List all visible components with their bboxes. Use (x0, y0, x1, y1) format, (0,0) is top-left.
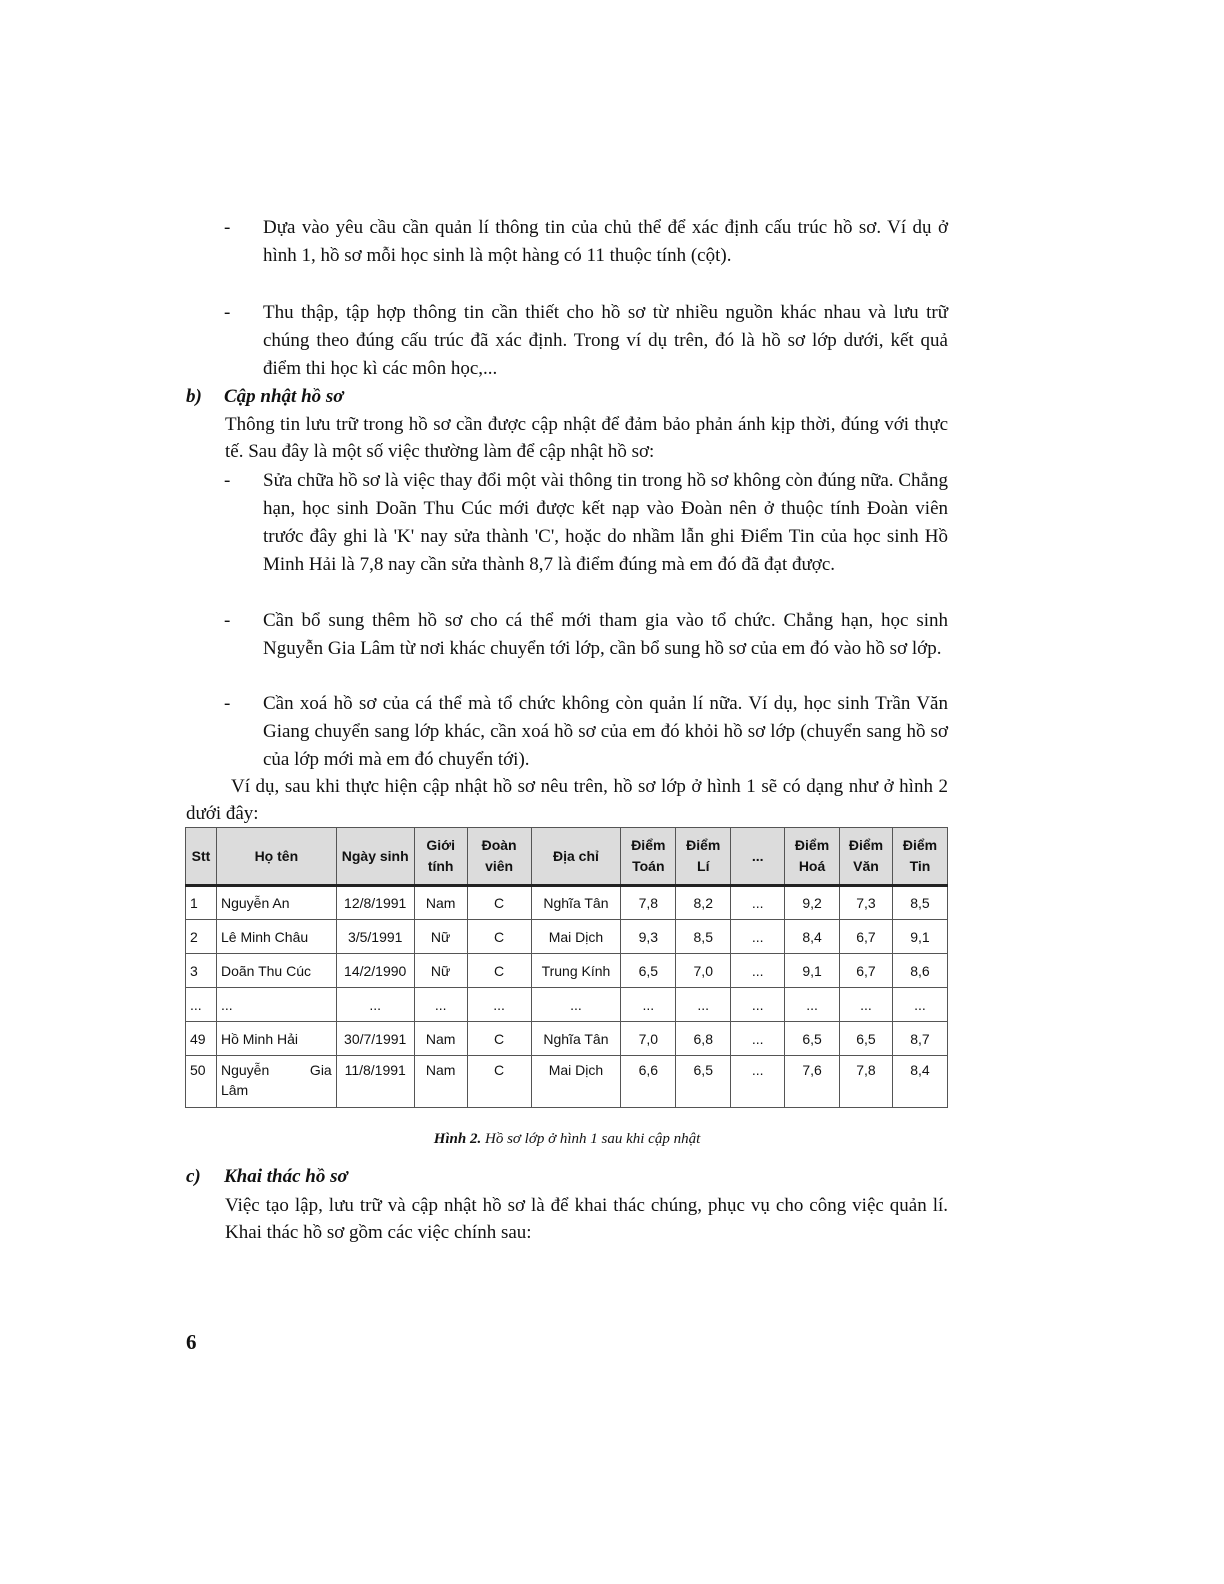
bullet-collect-info (224, 299, 948, 383)
bullet-add-record (224, 607, 948, 663)
cell-name: Hồ Minh Hải (216, 1022, 336, 1056)
bullet-dash: - (224, 217, 231, 238)
cell-informatics: 8,6 (892, 954, 947, 988)
cell-birthdate: 30/7/1991 (336, 1022, 414, 1056)
cell-ellipsis: ... (731, 886, 785, 920)
cell-address: Trung Kính (531, 954, 621, 988)
header-name: Họ tên (216, 828, 336, 886)
header-literature: Điểm Văn (840, 828, 893, 886)
cell-union: C (467, 920, 531, 954)
section-c-heading (186, 1163, 348, 1191)
cell-union: C (467, 954, 531, 988)
cell-informatics: 8,5 (892, 886, 947, 920)
cell-physics: 6,8 (676, 1022, 731, 1056)
bullet-dash: - (224, 302, 231, 323)
cell-gender: Nam (414, 1022, 467, 1056)
cell-stt: ... (186, 988, 217, 1022)
cell-literature: 7,8 (840, 1056, 893, 1108)
table-row (186, 920, 948, 954)
header-address: Địa chỉ (531, 828, 621, 886)
cell-chemistry: 6,5 (785, 1022, 840, 1056)
section-c-title: Khai thác hồ sơ (224, 1166, 348, 1187)
cell-informatics: ... (892, 988, 947, 1022)
cell-math: 7,8 (621, 886, 676, 920)
cell-gender: Nam (414, 1056, 467, 1108)
cell-stt: 2 (186, 920, 217, 954)
cell-birthdate: 3/5/1991 (336, 920, 414, 954)
header-ellipsis: ... (731, 828, 785, 886)
cell-chemistry: 8,4 (785, 920, 840, 954)
section-c-intro: Việc tạo lập, lưu trữ và cập nhật hồ sơ là để khai thác chúng, phục vụ cho công việc quản lí. Khai thác hồ sơ gồm các việc chính sau: (225, 1195, 948, 1243)
cell-union: ... (467, 988, 531, 1022)
class-records-table (185, 827, 948, 1108)
cell-informatics: 8,7 (892, 1022, 947, 1056)
bullet-text: Cần xoá hồ sơ của cá thể mà tổ chức không còn quản lí nữa. Ví dụ, học sinh Trần Văn Giang chuyển sang lớp khác, cần xoá hồ sơ của em đó khỏi hồ sơ lớp (chuyển sang hồ sơ của lớp mới mà em đó chuyển tới). (263, 693, 948, 770)
caption-text: Hồ sơ lớp ở hình 1 sau khi cập nhật (485, 1131, 701, 1147)
table-row (186, 1022, 948, 1056)
cell-physics: ... (676, 988, 731, 1022)
cell-ellipsis: ... (731, 1056, 785, 1108)
cell-union: C (467, 886, 531, 920)
header-union-member: Đoàn viên (467, 828, 531, 886)
cell-birthdate: ... (336, 988, 414, 1022)
header-informatics: Điểm Tin (892, 828, 947, 886)
cell-address: Mai Dịch (531, 920, 621, 954)
cell-address: Nghĩa Tân (531, 886, 621, 920)
cell-stt: 3 (186, 954, 217, 988)
cell-gender: Nữ (414, 954, 467, 988)
bullet-delete-record (224, 690, 948, 774)
cell-physics: 6,5 (676, 1056, 731, 1108)
cell-chemistry: 9,1 (785, 954, 840, 988)
bullet-dash: - (224, 470, 231, 491)
bullet-text: Cần bổ sung thêm hồ sơ cho cá thể mới tham gia vào tổ chức. Chẳng hạn, học sinh Nguyễn Gia Lâm từ nơi khác chuyển tới lớp, cần bổ sung hồ sơ của em đó vào hồ sơ lớp. (263, 610, 948, 659)
cell-informatics: 9,1 (892, 920, 947, 954)
cell-physics: 8,5 (676, 920, 731, 954)
cell-name: Doãn Thu Cúc (216, 954, 336, 988)
table-row-ellipsis (186, 988, 948, 1022)
cell-literature: 6,7 (840, 954, 893, 988)
cell-ellipsis: ... (731, 920, 785, 954)
cell-gender: Nữ (414, 920, 467, 954)
cell-chemistry: ... (785, 988, 840, 1022)
cell-address: ... (531, 988, 621, 1022)
header-gender: Giới tính (414, 828, 467, 886)
cell-physics: 8,2 (676, 886, 731, 920)
section-b-letter: b) (186, 386, 202, 407)
header-chemistry: Điểm Hoá (785, 828, 840, 886)
cell-name: Nguyễn An (216, 886, 336, 920)
bullet-text: Sửa chữa hồ sơ là việc thay đổi một vài thông tin trong hồ sơ không còn đúng nữa. Chẳng hạn, học sinh Doãn Thu Cúc mới được kết nạp vào Đoàn nên ở thuộc tính Đoàn viên trước đây ghi là 'K' nay sửa thành 'C', hoặc do nhầm lẫn ghi Điểm Tin của học sinh Hồ Minh Hải là 7,8 nay cần sửa thành 8,7 là điểm đúng mà em đó đã đạt được. (263, 470, 948, 575)
cell-address: Nghĩa Tân (531, 1022, 621, 1056)
cell-name: Lê Minh Châu (216, 920, 336, 954)
section-b-title: Cập nhật hồ sơ (224, 386, 344, 407)
cell-name-line2: Lâm (220, 1082, 249, 1098)
section-b-heading (186, 383, 344, 411)
cell-math: 9,3 (621, 920, 676, 954)
table-header-row (186, 828, 948, 886)
example-paragraph: Ví dụ, sau khi thực hiện cập nhật hồ sơ nêu trên, hồ sơ lớp ở hình 1 sẽ có dạng như ở hình 2 dưới đây: (186, 776, 948, 824)
section-b-intro: Thông tin lưu trữ trong hồ sơ cần được cập nhật để đảm bảo phản ánh kịp thời, đúng với thực tế. Sau đây là một số việc thường làm để cập nhật hồ sơ: (225, 414, 948, 462)
figure-caption (186, 1128, 948, 1150)
bullet-text: Dựa vào yêu cầu cần quản lí thông tin của chủ thể để xác định cấu trúc hồ sơ. Ví dụ ở hình 1, hồ sơ mỗi học sinh là một hàng có 11 thuộc tính (cột). (263, 217, 948, 266)
table-row (186, 954, 948, 988)
cell-union: C (467, 1056, 531, 1108)
cell-literature: 7,3 (840, 886, 893, 920)
table-row (186, 1056, 948, 1108)
cell-union: C (467, 1022, 531, 1056)
cell-ellipsis: ... (731, 1022, 785, 1056)
cell-literature: ... (840, 988, 893, 1022)
cell-informatics: 8,4 (892, 1056, 947, 1108)
cell-ellipsis: ... (731, 988, 785, 1022)
cell-gender: Nam (414, 886, 467, 920)
header-birthdate: Ngày sinh (336, 828, 414, 886)
header-physics: Điểm Lí (676, 828, 731, 886)
table-row (186, 886, 948, 920)
cell-gender: ... (414, 988, 467, 1022)
cell-math: 6,5 (621, 954, 676, 988)
page-number: 6 (186, 1330, 197, 1354)
cell-stt: 1 (186, 886, 217, 920)
cell-name: ... (216, 988, 336, 1022)
cell-name-line1: Nguyễn Gia (220, 1062, 332, 1078)
cell-physics: 7,0 (676, 954, 731, 988)
cell-chemistry: 9,2 (785, 886, 840, 920)
cell-math: 7,0 (621, 1022, 676, 1056)
cell-math: 6,6 (621, 1056, 676, 1108)
cell-ellipsis: ... (731, 954, 785, 988)
bullet-dash: - (224, 693, 231, 714)
cell-math: ... (621, 988, 676, 1022)
header-math: Điểm Toán (621, 828, 676, 886)
bullet-define-structure (224, 214, 948, 270)
bullet-dash: - (224, 610, 231, 631)
header-stt: Stt (186, 828, 217, 886)
cell-address: Mai Dịch (531, 1056, 621, 1108)
cell-literature: 6,5 (840, 1022, 893, 1056)
cell-birthdate: 12/8/1991 (336, 886, 414, 920)
bullet-edit-record (224, 467, 948, 579)
caption-label: Hình 2. (433, 1131, 482, 1147)
section-c-letter: c) (186, 1166, 201, 1187)
cell-stt: 49 (186, 1022, 217, 1056)
cell-stt: 50 (186, 1056, 217, 1108)
cell-literature: 6,7 (840, 920, 893, 954)
cell-birthdate: 11/8/1991 (336, 1056, 414, 1108)
cell-chemistry: 7,6 (785, 1056, 840, 1108)
cell-name (216, 1056, 336, 1108)
cell-birthdate: 14/2/1990 (336, 954, 414, 988)
bullet-text: Thu thập, tập hợp thông tin cần thiết cho hồ sơ từ nhiều nguồn khác nhau và lưu trữ chúng theo đúng cấu trúc đã xác định. Trong ví dụ trên, đó là hồ sơ lớp dưới, kết quả điểm thi học kì các môn học,... (263, 302, 948, 379)
